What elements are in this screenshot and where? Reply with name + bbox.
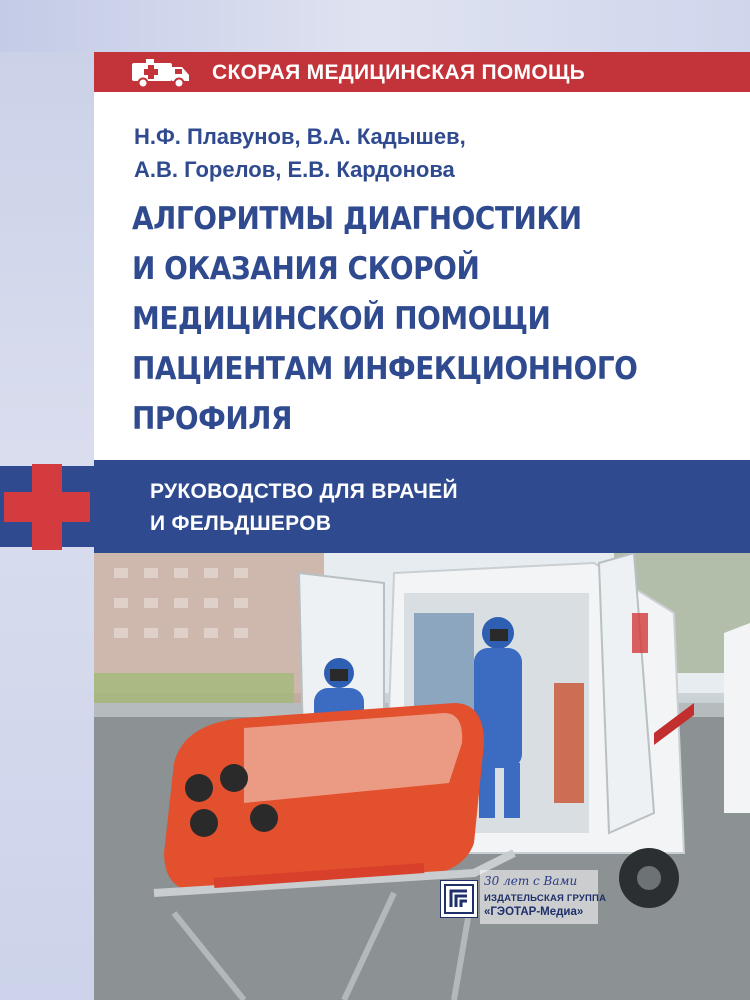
- ambulance-icon: [130, 57, 192, 89]
- medical-cross-icon: [2, 462, 92, 552]
- publisher-group: ИЗДАТЕЛЬСКАЯ ГРУППА: [484, 893, 607, 904]
- book-subtitle: [150, 476, 458, 540]
- publisher-anniversary: 30 лет с Вами: [484, 874, 578, 888]
- publisher-logo-icon: [441, 881, 477, 917]
- authors-line: А.В. Горелов, Е.В. Кардонова: [134, 157, 455, 182]
- cover-photo: [94, 553, 750, 1000]
- book-title-line: МЕДИЦИНСКОЙ ПОМОЩИ: [132, 301, 551, 337]
- cover-top-band: [0, 0, 750, 52]
- book-title-line: И ОКАЗАНИЯ СКОРОЙ: [132, 251, 480, 287]
- subtitle-line: РУКОВОДСТВО ДЛЯ ВРАЧЕЙ: [150, 480, 458, 503]
- series-title: СКОРАЯ МЕДИЦИНСКАЯ ПОМОЩЬ: [212, 61, 586, 84]
- book-title-line: ПРОФИЛЯ: [132, 401, 293, 437]
- book-title-line: ПАЦИЕНТАМ ИНФЕКЦИОННОГО: [132, 351, 638, 387]
- book-title-line: АЛГОРИТМЫ ДИАГНОСТИКИ: [132, 201, 582, 237]
- publisher-logo: [440, 880, 478, 918]
- authors-line: Н.Ф. Плавунов, В.А. Кадышев,: [134, 124, 466, 149]
- publisher-block: [440, 874, 607, 924]
- book-title: [132, 194, 654, 444]
- publisher-name: «ГЭОТАР-Медиа»: [484, 906, 584, 918]
- authors: [134, 120, 466, 186]
- subtitle-line: И ФЕЛЬДШЕРОВ: [150, 512, 332, 535]
